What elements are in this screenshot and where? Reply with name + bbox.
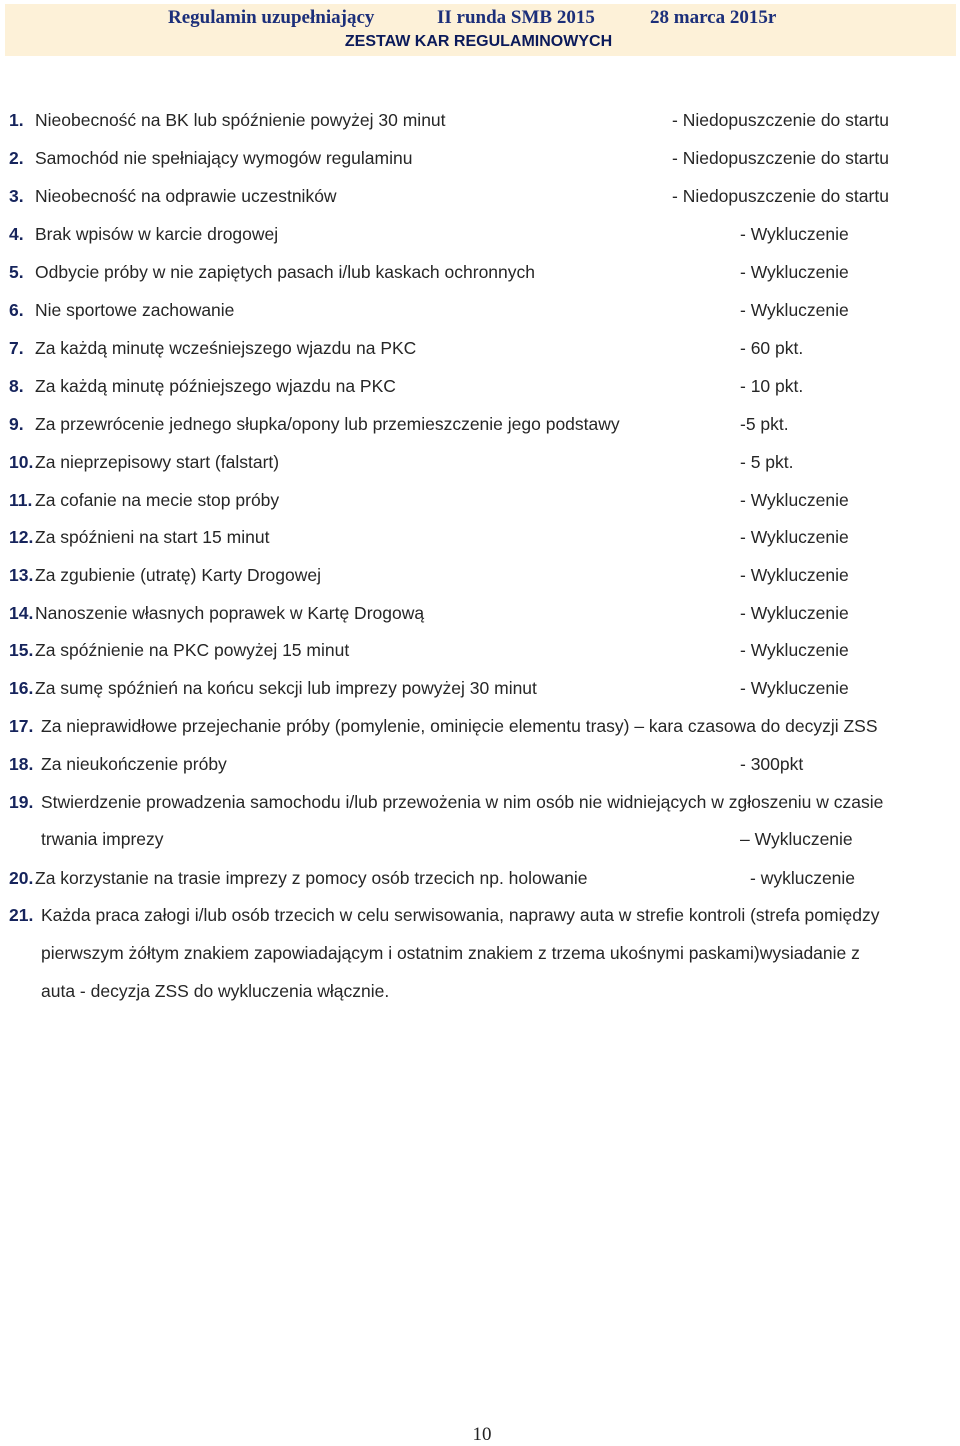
rule-number: 6. <box>9 300 24 320</box>
document-header <box>5 4 956 56</box>
rule-text: Za zgubienie (utratę) Karty Drogowej <box>35 565 321 585</box>
document-title <box>5 7 956 117</box>
rule-number: 2. <box>9 148 24 168</box>
rule-item <box>0 754 960 784</box>
rule-item <box>0 905 960 935</box>
rule-text: Za każdą minutę późniejszego wjazdu na PKC <box>35 376 396 396</box>
rule-text: Nieobecność na odprawie uczestników <box>35 186 337 206</box>
title-round: II runda SMB 2015 <box>437 7 595 28</box>
rule-penalty: - Wykluczenie <box>740 640 849 660</box>
rule-text: Każda praca załogi i/lub osób trzecich w celu serwisowania, naprawy auta w strefie kontroli (strefa pomiędzy <box>41 905 880 925</box>
rule-penalty: - Niedopuszczenie do startu <box>672 110 889 130</box>
rule-item <box>0 792 960 822</box>
rule-text: Za cofanie na mecie stop próby <box>35 490 280 510</box>
rule-penalty: - wykluczenie <box>750 868 856 888</box>
rule-item <box>0 678 960 708</box>
rule-text: Nieobecność na BK lub spóźnienie powyżej 30 minut <box>35 110 446 130</box>
rule-penalty: - 300pkt <box>740 754 804 774</box>
rule-text: Nie sportowe zachowanie <box>35 300 235 320</box>
rule-penalty: - Niedopuszczenie do startu <box>672 186 889 206</box>
rule-number: 15. <box>9 640 34 660</box>
rule-number: 17. <box>9 716 34 736</box>
rule-number: 14. <box>9 603 34 623</box>
rule-item <box>0 490 960 520</box>
rule-item <box>0 338 960 368</box>
rule-continuation-text: trwania imprezy <box>41 829 164 849</box>
rule-continuation-text: pierwszym żółtym znakiem zapowiadającym i ostatnim znakiem z trzema ukośnymi paskami)wysiadanie z <box>41 943 860 963</box>
rule-text: Za spóźnienie na PKC powyżej 15 minut <box>35 640 350 660</box>
rule-item <box>0 452 960 482</box>
rule-text: Za każdą minutę wcześniejszego wjazdu na PKC <box>35 338 417 358</box>
rule-number: 13. <box>9 565 34 585</box>
rule-penalty: - Wykluczenie <box>740 490 849 510</box>
rule-penalty: - Wykluczenie <box>740 262 849 282</box>
rule-text: Stwierdzenie prowadzenia samochodu i/lub przewożenia w nim osób nie widniejących w zgłoszeniu w czasie <box>41 792 884 812</box>
rule-item <box>0 110 960 140</box>
rule-number: 7. <box>9 338 24 358</box>
rule-penalty: - Wykluczenie <box>740 300 849 320</box>
rule-item <box>0 527 960 557</box>
rule-penalty: - Wykluczenie <box>740 565 849 585</box>
rule-penalty: -5 pkt. <box>740 414 789 434</box>
rule-number: 1. <box>9 110 24 130</box>
page-number: 10 <box>472 1424 492 1445</box>
rule-number: 11. <box>9 490 33 510</box>
rule-item <box>0 148 960 178</box>
rule-number: 20. <box>9 868 34 888</box>
rule-item <box>0 603 960 633</box>
rule-text: Za sumę spóźnień na końcu sekcji lub imprezy powyżej 30 minut <box>35 678 537 698</box>
rule-continuation <box>0 943 960 973</box>
rule-number: 4. <box>9 224 24 244</box>
rule-item <box>0 186 960 216</box>
rule-number: 16. <box>9 678 34 698</box>
rule-item <box>0 716 960 746</box>
rule-item <box>0 565 960 595</box>
rule-number: 10. <box>9 452 34 472</box>
rule-number: 21. <box>9 905 34 925</box>
rule-number: 18. <box>9 754 34 774</box>
rule-text: Za przewrócenie jednego słupka/opony lub przemieszczenie jego podstawy <box>35 414 620 434</box>
rule-penalty: - Wykluczenie <box>740 678 849 698</box>
rule-number: 3. <box>9 186 24 206</box>
rule-item <box>0 224 960 254</box>
rule-number: 9. <box>9 414 24 434</box>
rule-item <box>0 376 960 406</box>
rule-text: Za spóźnieni na start 15 minut <box>35 527 270 547</box>
rule-text: Za nieukończenie próby <box>41 754 227 774</box>
rule-penalty: - Niedopuszczenie do startu <box>672 148 889 168</box>
rule-penalty: - 5 pkt. <box>740 452 794 472</box>
title-regulation: Regulamin uzupełniający <box>168 7 375 28</box>
rule-text: Brak wpisów w karcie drogowej <box>35 224 279 244</box>
rule-text: Samochód nie spełniający wymogów regulaminu <box>35 148 413 168</box>
rule-penalty: - 60 pkt. <box>740 338 804 358</box>
rule-penalty: - Wykluczenie <box>740 224 849 244</box>
rule-text: Za korzystanie na trasie imprezy z pomocy osób trzecich np. holowanie <box>35 868 588 888</box>
rule-text: Za nieprawidłowe przejechanie próby (pomylenie, ominięcie elementu trasy) – kara czasowa do decyzji ZSS <box>41 716 878 736</box>
rule-item <box>0 262 960 292</box>
rule-penalty: - 10 pkt. <box>740 376 804 396</box>
rule-continuation <box>0 981 960 1011</box>
rule-penalty: - Wykluczenie <box>740 603 849 623</box>
rule-penalty: – Wykluczenie <box>740 829 853 849</box>
rule-penalty: - Wykluczenie <box>740 527 849 547</box>
rule-number: 5. <box>9 262 24 282</box>
rule-text: Za nieprzepisowy start (falstart) <box>35 452 280 472</box>
rule-text: Nanoszenie własnych poprawek w Kartę Drogową <box>35 603 425 623</box>
document-subtitle: ZESTAW KAR REGULAMINOWYCH <box>344 33 613 50</box>
title-date: 28 marca 2015r <box>650 7 777 28</box>
rule-continuation <box>0 829 960 859</box>
rule-item <box>0 300 960 330</box>
rule-item <box>0 868 960 898</box>
rule-item <box>0 640 960 670</box>
rule-continuation-text: auta - decyzja ZSS do wykluczenia włącznie. <box>41 981 390 1001</box>
rule-item <box>0 414 960 444</box>
rule-text: Odbycie próby w nie zapiętych pasach i/lub kaskach ochronnych <box>35 262 535 282</box>
rule-number: 12. <box>9 527 34 547</box>
rule-number: 19. <box>9 792 34 812</box>
rule-number: 8. <box>9 376 24 396</box>
